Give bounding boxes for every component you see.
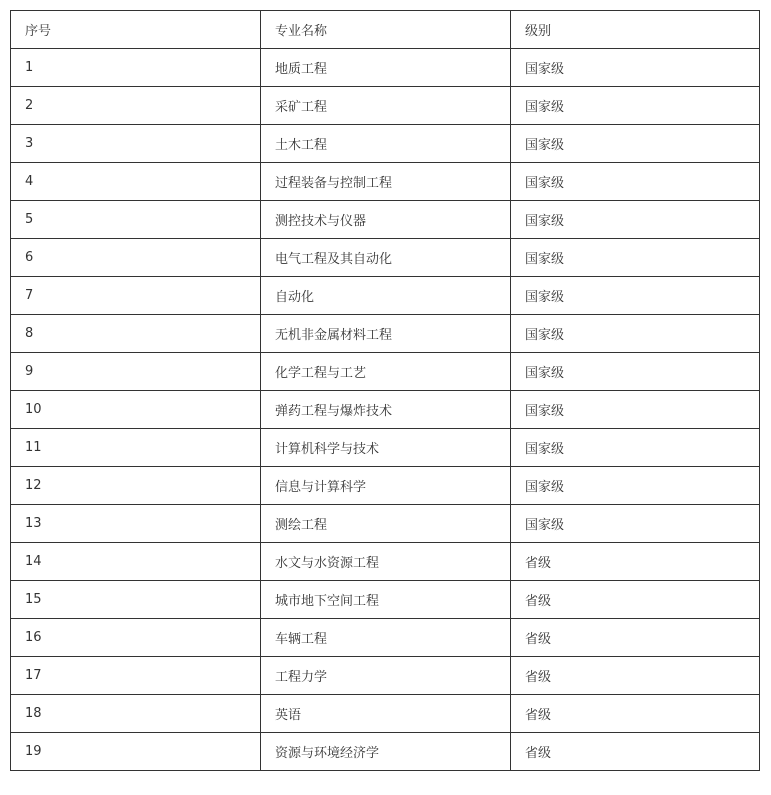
cell-level: 国家级 — [511, 163, 760, 201]
cell-major-name: 测绘工程 — [261, 505, 511, 543]
cell-level: 省级 — [511, 695, 760, 733]
table-row — [11, 49, 760, 87]
cell-major-name: 资源与环境经济学 — [261, 733, 511, 771]
cell-index: 6 — [11, 239, 261, 277]
cell-level: 省级 — [511, 619, 760, 657]
cell-level: 国家级 — [511, 467, 760, 505]
cell-major-name: 过程装备与控制工程 — [261, 163, 511, 201]
header-level: 级别 — [511, 11, 760, 49]
cell-major-name: 电气工程及其自动化 — [261, 239, 511, 277]
cell-index: 1 — [11, 49, 261, 87]
cell-index: 12 — [11, 467, 261, 505]
cell-major-name: 计算机科学与技术 — [261, 429, 511, 467]
cell-index: 19 — [11, 733, 261, 771]
cell-index: 11 — [11, 429, 261, 467]
cell-major-name: 工程力学 — [261, 657, 511, 695]
table-row — [11, 201, 760, 239]
table-row — [11, 467, 760, 505]
cell-major-name: 土木工程 — [261, 125, 511, 163]
cell-major-name: 水文与水资源工程 — [261, 543, 511, 581]
cell-level: 国家级 — [511, 429, 760, 467]
cell-index: 8 — [11, 315, 261, 353]
table-row — [11, 277, 760, 315]
table-row — [11, 353, 760, 391]
table-row — [11, 657, 760, 695]
cell-level: 国家级 — [511, 391, 760, 429]
cell-level: 省级 — [511, 657, 760, 695]
cell-index: 13 — [11, 505, 261, 543]
cell-level: 国家级 — [511, 201, 760, 239]
cell-index: 5 — [11, 201, 261, 239]
majors-table — [10, 10, 760, 771]
table-row — [11, 695, 760, 733]
table-row — [11, 581, 760, 619]
cell-level: 国家级 — [511, 315, 760, 353]
cell-major-name: 英语 — [261, 695, 511, 733]
cell-level: 国家级 — [511, 125, 760, 163]
header-index: 序号 — [11, 11, 261, 49]
table-body — [11, 49, 760, 771]
cell-index: 10 — [11, 391, 261, 429]
cell-index: 3 — [11, 125, 261, 163]
cell-level: 省级 — [511, 543, 760, 581]
cell-level: 省级 — [511, 581, 760, 619]
cell-major-name: 车辆工程 — [261, 619, 511, 657]
table-row — [11, 163, 760, 201]
cell-index: 4 — [11, 163, 261, 201]
cell-index: 9 — [11, 353, 261, 391]
cell-major-name: 测控技术与仪器 — [261, 201, 511, 239]
cell-index: 7 — [11, 277, 261, 315]
cell-level: 国家级 — [511, 49, 760, 87]
cell-index: 14 — [11, 543, 261, 581]
table-row — [11, 619, 760, 657]
table-row — [11, 429, 760, 467]
cell-level: 国家级 — [511, 505, 760, 543]
cell-index: 15 — [11, 581, 261, 619]
cell-major-name: 地质工程 — [261, 49, 511, 87]
table-row — [11, 543, 760, 581]
table-row — [11, 733, 760, 771]
cell-index: 17 — [11, 657, 261, 695]
cell-major-name: 自动化 — [261, 277, 511, 315]
cell-level: 国家级 — [511, 87, 760, 125]
cell-major-name: 无机非金属材料工程 — [261, 315, 511, 353]
table-row — [11, 87, 760, 125]
table-header-row — [11, 11, 760, 49]
majors-table-container — [10, 10, 760, 771]
table-row — [11, 315, 760, 353]
cell-major-name: 信息与计算科学 — [261, 467, 511, 505]
cell-major-name: 城市地下空间工程 — [261, 581, 511, 619]
table-row — [11, 125, 760, 163]
cell-major-name: 化学工程与工艺 — [261, 353, 511, 391]
cell-major-name: 弹药工程与爆炸技术 — [261, 391, 511, 429]
cell-level: 省级 — [511, 733, 760, 771]
cell-level: 国家级 — [511, 353, 760, 391]
header-major-name: 专业名称 — [261, 11, 511, 49]
table-row — [11, 239, 760, 277]
table-row — [11, 391, 760, 429]
cell-index: 16 — [11, 619, 261, 657]
cell-level: 国家级 — [511, 277, 760, 315]
cell-level: 国家级 — [511, 239, 760, 277]
cell-index: 18 — [11, 695, 261, 733]
cell-index: 2 — [11, 87, 261, 125]
table-row — [11, 505, 760, 543]
cell-major-name: 采矿工程 — [261, 87, 511, 125]
